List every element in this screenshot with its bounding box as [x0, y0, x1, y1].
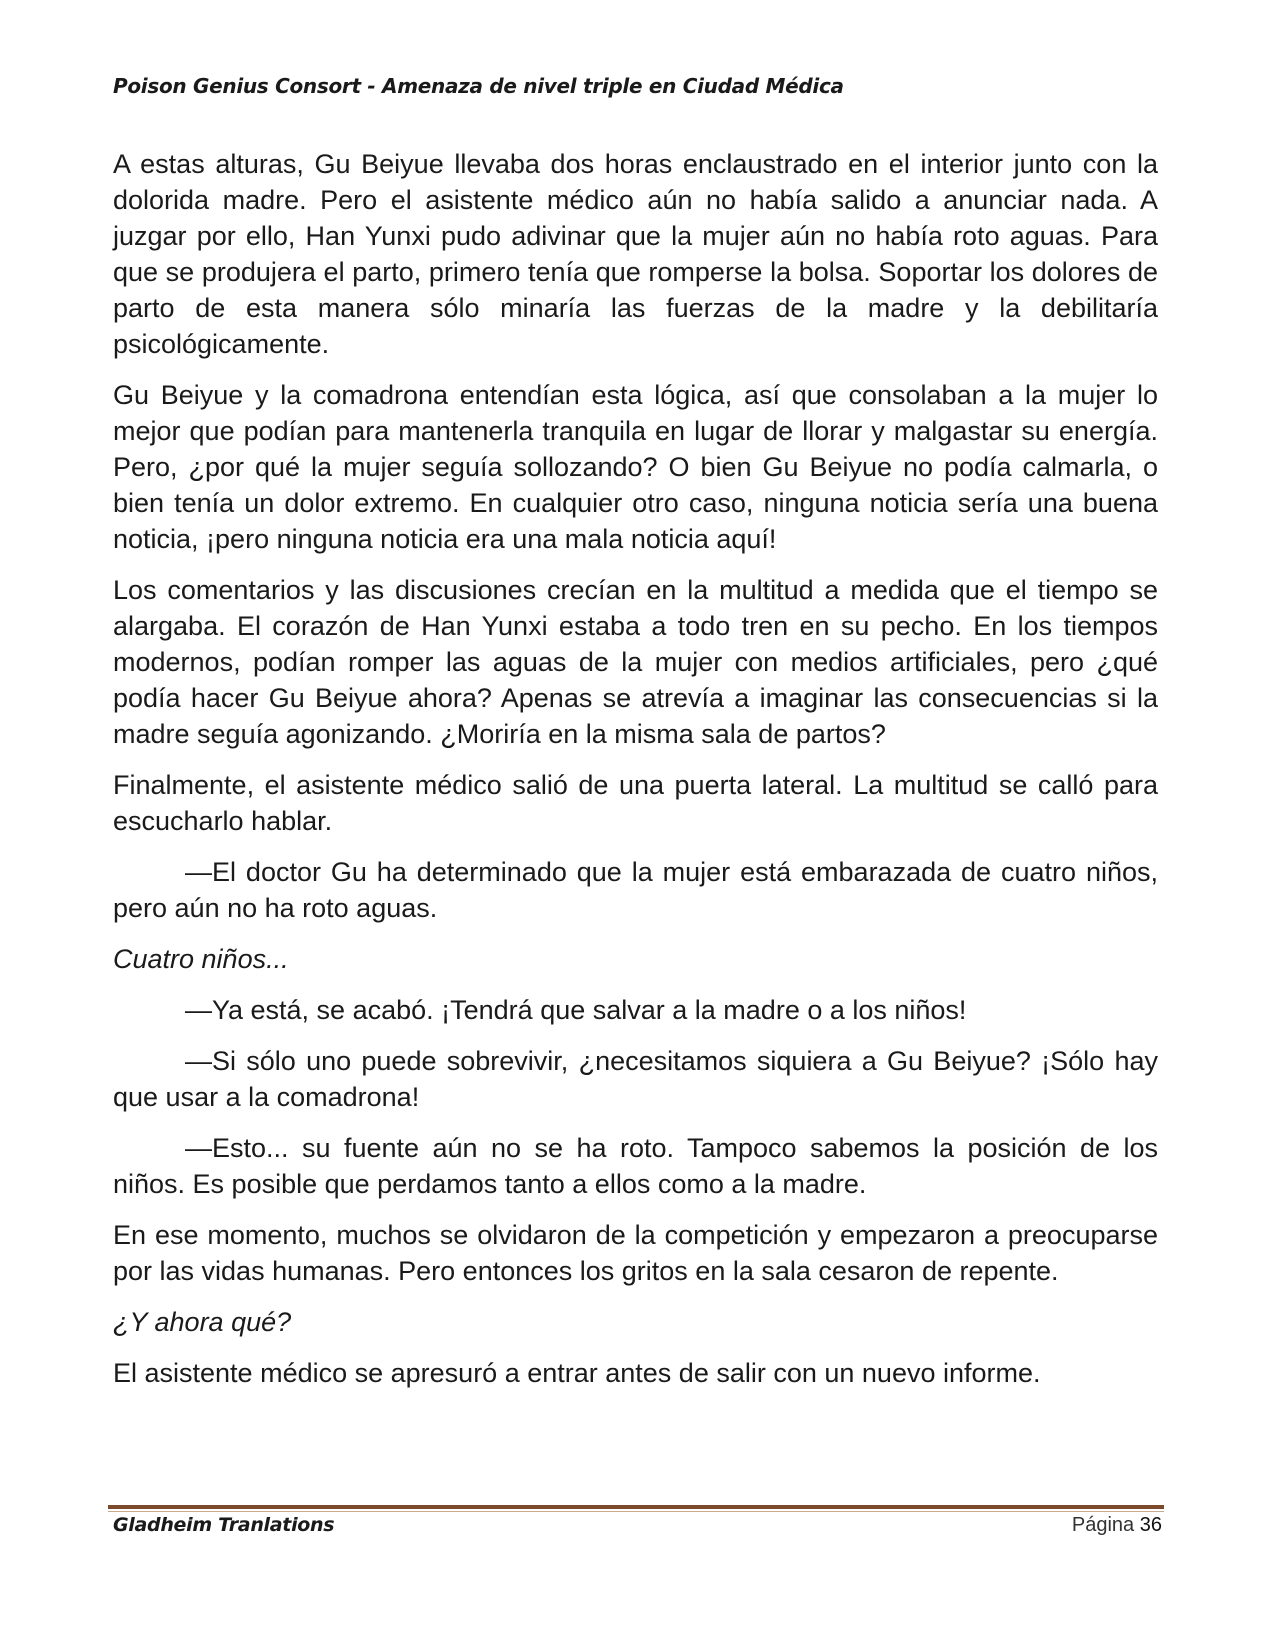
footer-divider-thin — [108, 1511, 1164, 1512]
page-number-value: 36 — [1139, 1514, 1162, 1536]
paragraph: Finalmente, el asistente médico salió de una puerta lateral. La multitud se calló para escucharlo hablar. — [113, 770, 1158, 836]
page-header-title: Poison Genius Consort - Amenaza de nivel triple en Ciudad Médica — [113, 74, 844, 98]
document-body — [113, 146, 1158, 1406]
paragraph: Los comentarios y las discusiones crecían en la multitud a medida que el tiempo se alargaba. El corazón de Han Yunxi estaba a todo tren en su pecho. En los tiempos modernos, podían romper las aguas de la mujer con medios artificiales, pero ¿qué podía hacer Gu Beiyue ahora? Apenas se atrevía a imaginar las consecuencias si la madre seguía agonizando. ¿Moriría en la misma sala de partos? — [113, 575, 1158, 749]
italic-thought: ¿Y ahora qué? — [113, 1307, 292, 1337]
dialogue-paragraph: —Esto... su fuente aún no se ha roto. Tampoco sabemos la posición de los niños. Es posible que perdamos tanto a ellos como a la madre. — [113, 1133, 1158, 1199]
page-label: Página — [1071, 1514, 1135, 1536]
footer-divider-thick — [108, 1505, 1164, 1509]
paragraph: A estas alturas, Gu Beiyue llevaba dos horas enclaustrado en el interior junto con la dolorida madre. Pero el asistente médico aún no había salido a anunciar nada. A juzgar por ello, Han Yunxi pudo adivinar que la mujer aún no había roto aguas. Para que se produjera el parto, primero tenía que romperse la bolsa. Soportar los dolores de parto de esta manera sólo minaría las fuerzas de la madre y la debilitaría psicológicamente. — [113, 149, 1158, 359]
dialogue-paragraph: —Ya está, se acabó. ¡Tendrá que salvar a la madre o a los niños! — [185, 995, 967, 1025]
paragraph: El asistente médico se apresuró a entrar antes de salir con un nuevo informe. — [113, 1358, 1041, 1388]
page-number — [1072, 1514, 1162, 1537]
dialogue-paragraph: —El doctor Gu ha determinado que la mujer está embarazada de cuatro niños, pero aún no ha roto aguas. — [113, 857, 1158, 923]
paragraph: Gu Beiyue y la comadrona entendían esta lógica, así que consolaban a la mujer lo mejor que podían para mantenerla tranquila en lugar de llorar y malgastar su energía. Pero, ¿por qué la mujer seguía sollozando? O bien Gu Beiyue no podía calmarla, o bien tenía un dolor extremo. En cualquier otro caso, ninguna noticia sería una buena noticia, ¡pero ninguna noticia era una mala noticia aquí! — [113, 380, 1158, 554]
dialogue-paragraph: —Si sólo uno puede sobrevivir, ¿necesitamos siquiera a Gu Beiyue? ¡Sólo hay que usar a la comadrona! — [113, 1046, 1158, 1112]
footer-credit: Gladheim Tranlations — [113, 1514, 335, 1536]
paragraph: En ese momento, muchos se olvidaron de la competición y empezaron a preocuparse por las vidas humanas. Pero entonces los gritos en la sala cesaron de repente. — [113, 1220, 1158, 1286]
italic-thought: Cuatro niños... — [113, 944, 289, 974]
